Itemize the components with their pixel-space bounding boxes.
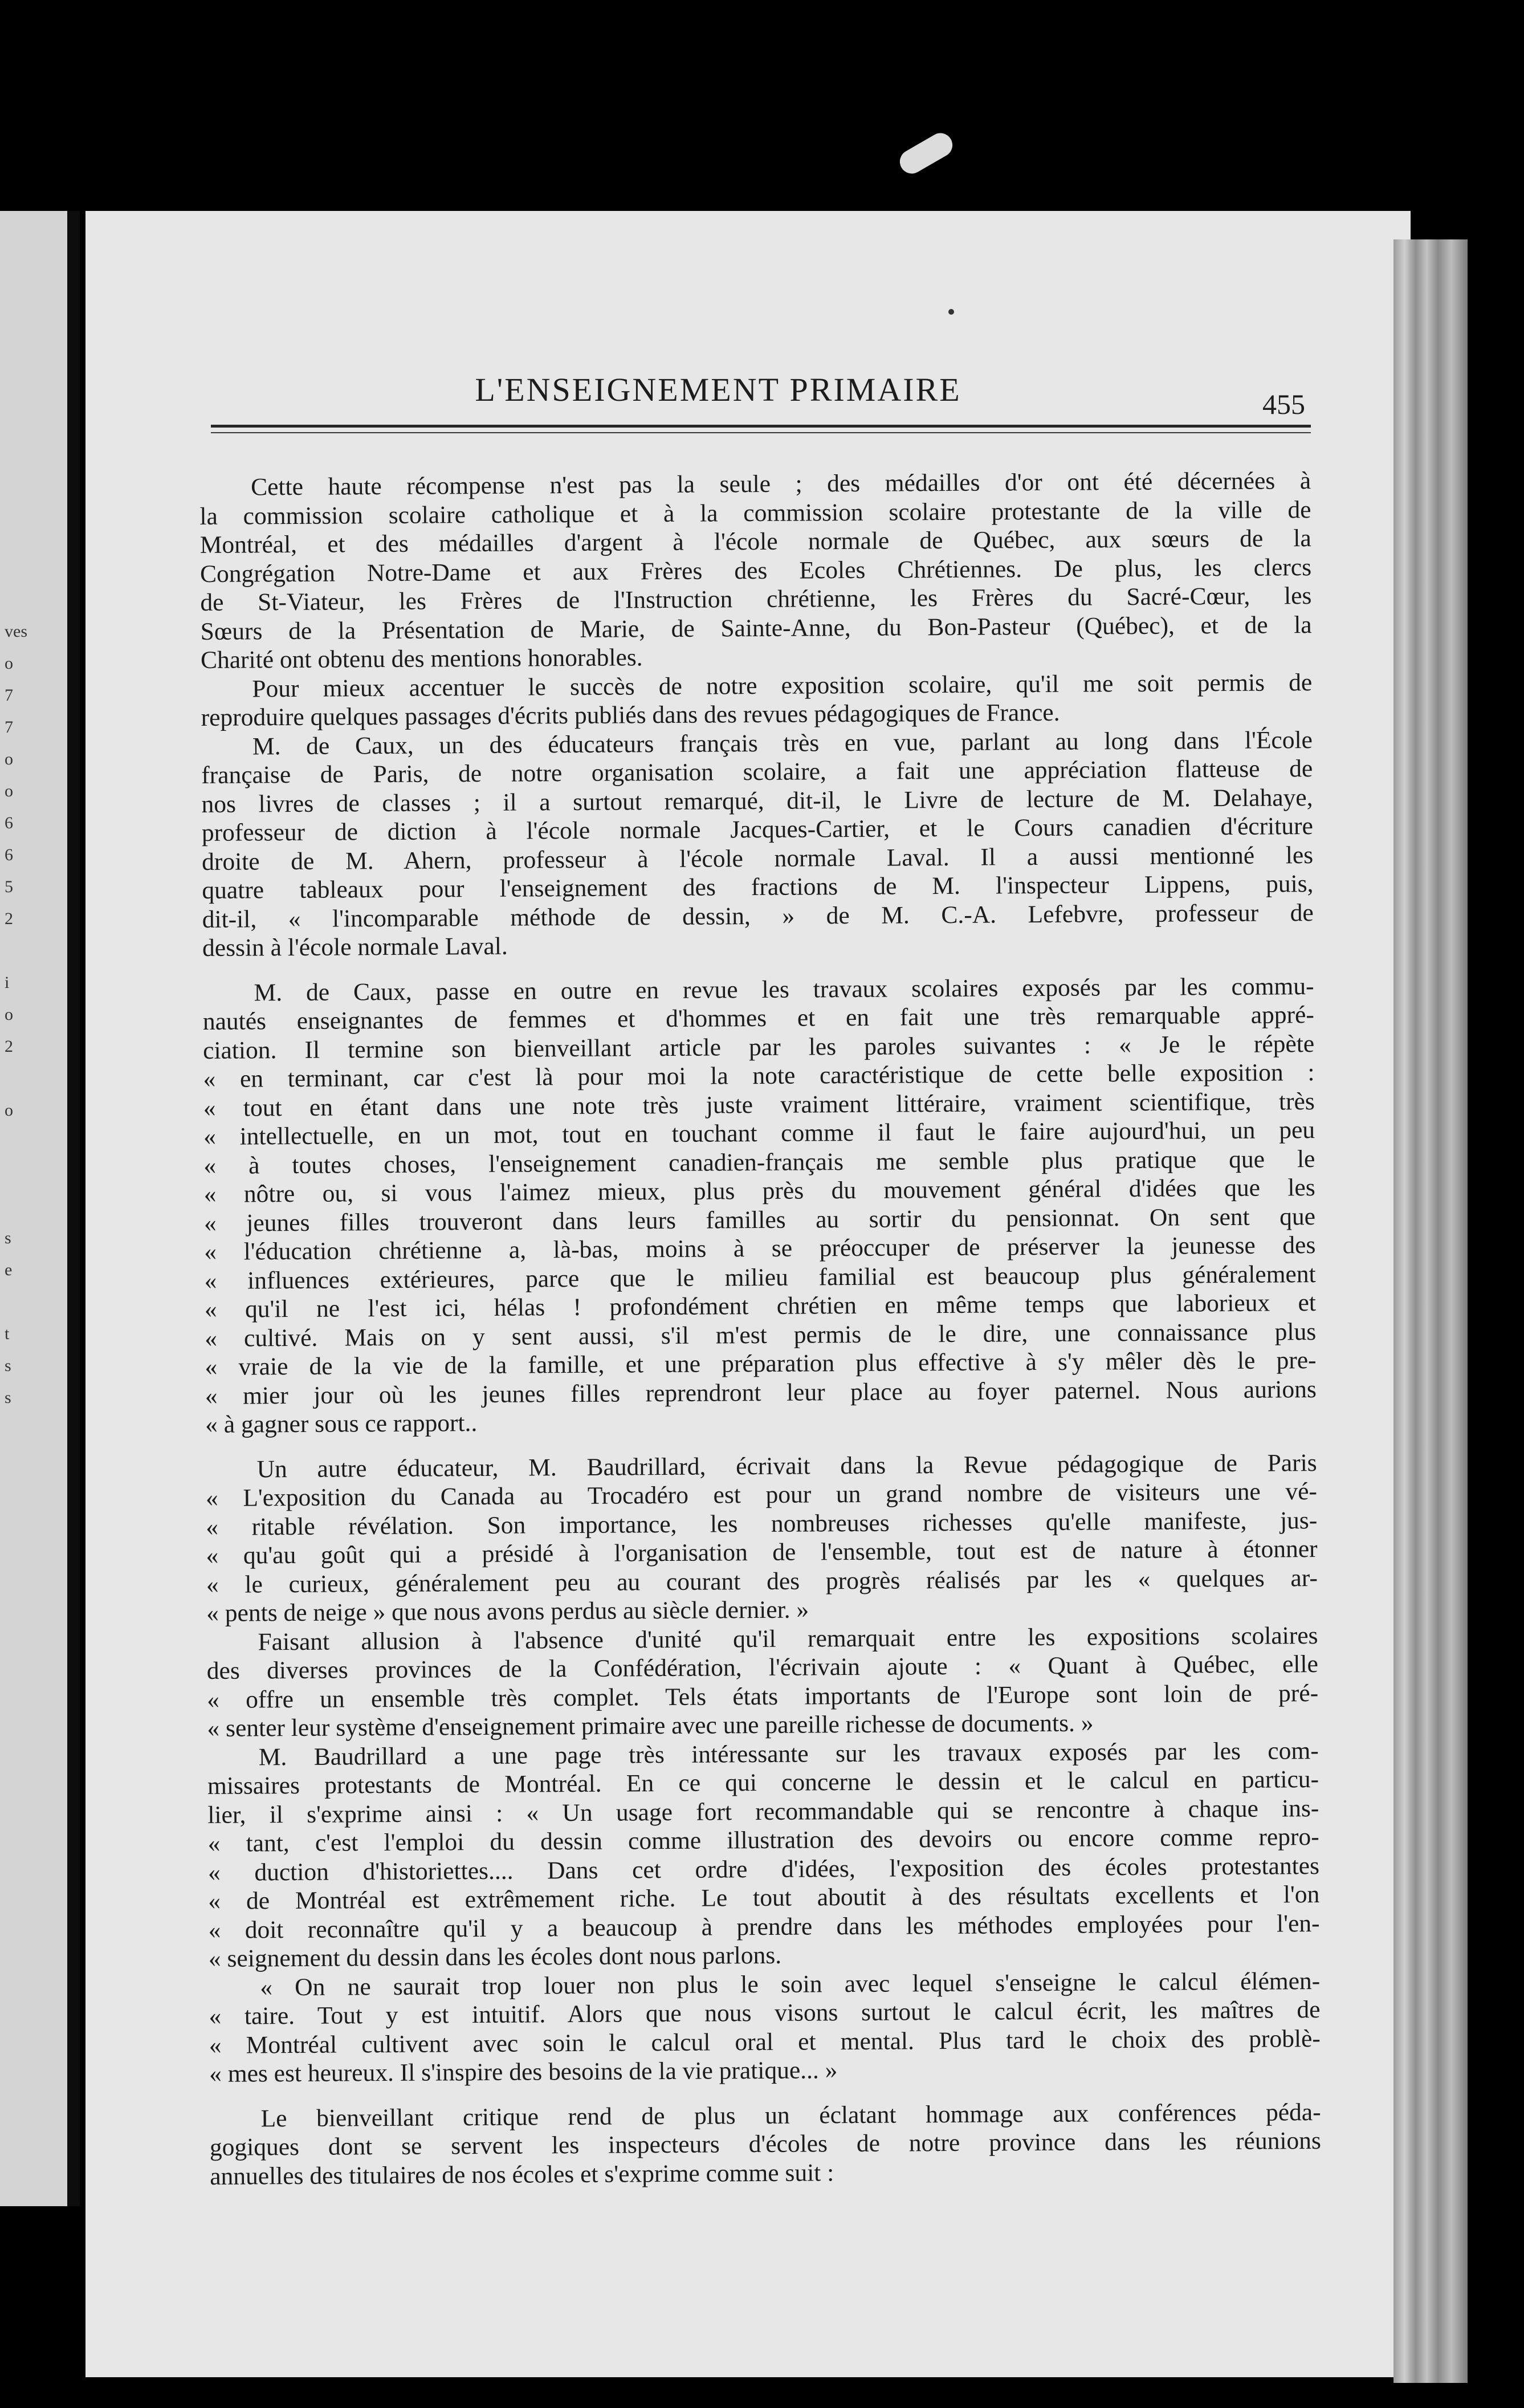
text-line: missaires protestants de Montréal. En ce qui concerne le dessin et le calcul en particu-	[207, 1766, 1319, 1800]
text-line: « nôtre ou, si vous l'aimez mieux, plus près du mouvement général d'idées que les	[203, 1174, 1315, 1208]
left-fragment: o	[5, 782, 13, 800]
paragraph	[202, 972, 1317, 1439]
left-fragment: 6	[5, 813, 13, 832]
text-line: « l'éducation chrétienne a, là-bas, moins à se préoccuper de préserver la jeunesse des	[204, 1231, 1316, 1266]
left-fragment: 2	[5, 1037, 13, 1056]
text-line: « tout en étant dans une note très juste vraiment littéraire, vraiment scientifique, très	[203, 1087, 1315, 1122]
paragraph	[209, 1967, 1321, 2089]
text-line: gogiques dont se servent les inspecteurs d'écoles de notre province dans les réunions	[209, 2127, 1322, 2161]
text-line: droite de M. Ahern, professeur à l'école normale Laval. Il a aussi mentionné les	[202, 841, 1314, 876]
text-line: la commission scolaire catholique et à la commission scolaire protestante de la ville de	[199, 495, 1311, 530]
text-line: Pour mieux accentuer le succès de notre exposition scolaire, qu'il me soit permis de	[252, 668, 1313, 702]
left-fragment: s	[5, 1356, 11, 1375]
text-line: « ritable révélation. Son importance, les nombreuses richesses qu'elle manifeste, jus-	[206, 1506, 1318, 1541]
text-line: M. Baudrillard a une page très intéressante sur les travaux exposés par les com-	[258, 1736, 1319, 1771]
text-line: « jeunes filles trouveront dans leurs familles au sortir du pensionnat. On sent que	[203, 1202, 1316, 1237]
text-line: « vraie de la vie de la famille, et une préparation plus effective à s'y mêler dès le pre-	[205, 1347, 1317, 1381]
text-line: « tant, c'est l'emploi du dessin comme illustration des devoirs ou encore comme repro-	[207, 1823, 1319, 1857]
text-line: « à toutes choses, l'enseignement canadien-français me semble plus pratique que le	[203, 1145, 1315, 1179]
left-fragment: 7	[5, 718, 13, 737]
text-line: Le bienveillant critique rend de plus un éclatant hommage aux conférences péda-	[260, 2098, 1321, 2132]
left-fragment	[5, 1190, 62, 1222]
text-line: Faisant allusion à l'absence d'unité qu'il remarquait entre les expositions scolaires	[258, 1621, 1318, 1656]
text-line: « duction d'historiettes.... Dans cet ordre d'idées, l'exposition des écoles protestantes	[207, 1852, 1320, 1886]
header-rule-thick	[211, 425, 1311, 428]
text-line: « de Montréal est extrêmement riche. Le tout aboutit à des résultats excellents et l'on	[208, 1881, 1320, 1915]
text-line: nautés enseignantes de femmes et d'hommes et en fait une très remarquable appré-	[202, 1001, 1314, 1035]
text-line: « Montréal cultivent avec soin le calcul oral et mental. Plus tard le choix des problè-	[209, 2024, 1321, 2059]
text-line: Charité ont obtenu des mentions honorables.	[200, 644, 643, 674]
text-line: lier, il s'exprime ainsi : « Un usage fort recommandable qui se rencontre à chaque ins-	[207, 1794, 1319, 1829]
text-line: « L'exposition du Canada au Trocadéro est pour un grand nombre de visiteurs une vé-	[205, 1478, 1318, 1512]
body-text	[199, 466, 1321, 2191]
left-fragment: s	[5, 1388, 11, 1407]
text-line: dit-il, « l'incomparable méthode de dessin, » de M. C.-A. Lefebvre, professeur de	[202, 898, 1314, 933]
text-line: « mes est heureux. Il s'inspire des besoins de la vie pratique... »	[209, 2056, 838, 2088]
text-line: Cette haute récompense n'est pas la seule ; des médailles d'or ont été décernées à	[251, 467, 1311, 501]
text-line: « doit reconnaître qu'il y a beaucoup à prendre dans les méthodes employées pour l'en-	[208, 1909, 1320, 1944]
text-line: « seignement du dessin dans les écoles dont nous parlons.	[208, 1941, 782, 1972]
paragraph	[209, 2098, 1321, 2191]
text-line: « pents de neige » que nous avons perdus au siècle dernier. »	[206, 1596, 809, 1627]
left-fragment: 7	[5, 686, 13, 705]
header-rule-thin	[211, 432, 1311, 433]
paper-speck	[895, 129, 957, 178]
left-fragment: 2	[5, 909, 13, 928]
text-line: « en terminant, car c'est là pour moi la note caractéristique de cette belle exposition :	[203, 1059, 1315, 1093]
left-fragment: ves	[5, 622, 27, 641]
paragraph	[201, 668, 1313, 733]
text-line: Sœurs de la Présentation de Marie, de Sainte-Anne, du Bon-Pasteur (Québec), et de la	[200, 611, 1312, 645]
text-line: « qu'il ne l'est ici, hélas ! profondément chrétien en même temps que laborieux et	[204, 1289, 1317, 1323]
text-line: annuelles des titulaires de nos écoles et s'exprime comme suit :	[210, 2158, 834, 2190]
text-line: « influences extérieures, parce que le milieu familial est beaucoup plus généralement	[204, 1260, 1316, 1295]
left-fragment	[5, 1286, 62, 1318]
text-line: « offre un ensemble très complet. Tels états importants de l'Europe sont loin de pré-	[206, 1679, 1319, 1714]
left-fragment: e	[5, 1260, 13, 1279]
left-page-text-fragments	[5, 616, 62, 1414]
text-line: de St-Viateur, les Frères de l'Instruction chrétienne, les Frères du Sacré-Cœur, les	[200, 582, 1312, 616]
text-line: « qu'au goût qui a présidé à l'organisation de l'ensemble, tout est de nature à étonner	[206, 1535, 1318, 1569]
text-line: professeur de diction à l'école normale Jacques-Cartier, et le Cours canadien d'écriture	[201, 812, 1313, 847]
left-fragment	[5, 1158, 62, 1190]
text-line: « senter leur système d'enseignement primaire avec une pareille richesse de documents. »	[207, 1709, 1094, 1742]
text-line: « taire. Tout y est intuitif. Alors que nous visons surtout le calcul écrit, les maîtres de	[209, 1996, 1321, 2030]
paragraph	[199, 466, 1312, 674]
left-fragment: 5	[5, 877, 13, 896]
text-line: ciation. Il termine son bienveillant article par les paroles suivantes : « Je le répète	[203, 1030, 1315, 1064]
left-page-gutter	[67, 211, 80, 2206]
page-number: 455	[1262, 388, 1305, 420]
text-line: dessin à l'école normale Laval.	[202, 932, 508, 962]
text-line: reproduire quelques passages d'écrits publiés dans des revues pédagogiques de France.	[201, 698, 1060, 731]
text-line: française de Paris, de notre organisation scolaire, a fait une appréciation flatteuse de	[201, 755, 1313, 789]
text-line: « mier jour où les jeunes filles reprendront leur place au foyer paternel. Nous aurions	[205, 1375, 1317, 1410]
left-fragment: s	[5, 1229, 11, 1247]
text-line: Congrégation Notre-Dame et aux Frères des Ecoles Chrétiennes. De plus, les clercs	[199, 553, 1312, 588]
left-fragment	[5, 1126, 62, 1158]
left-fragment: o	[5, 750, 13, 768]
text-line: quatre tableaux pour l'enseignement des fractions de M. l'inspecteur Lippens, puis,	[202, 870, 1314, 904]
left-fragment: o	[5, 1005, 13, 1024]
text-line: des diverses provinces de la Confédération, l'écrivain ajoute : « Quant à Québec, elle	[206, 1650, 1318, 1685]
left-fragment: o	[5, 1101, 13, 1120]
text-line: « à gagner sous ce rapport..	[205, 1409, 478, 1438]
left-fragment: t	[5, 1324, 10, 1343]
text-line: M. de Caux, passe en outre en revue les travaux scolaires exposés par les commu-	[254, 972, 1314, 1006]
left-fragment: i	[5, 973, 10, 992]
ink-dot	[948, 309, 954, 315]
left-fragment: 6	[5, 845, 13, 864]
paragraph	[207, 1736, 1320, 1974]
text-line: Montréal, et des médailles d'argent à l'école normale de Québec, aux sœurs de la	[199, 524, 1311, 559]
left-fragment	[5, 1063, 62, 1095]
paragraph	[206, 1621, 1318, 1743]
text-line: M. de Caux, un des éducateurs français très en vue, parlant au long dans l'École	[252, 726, 1313, 760]
text-line: Un autre éducateur, M. Baudrillard, écrivait dans la Revue pédagogique de Paris	[256, 1449, 1317, 1483]
paragraph	[201, 726, 1314, 963]
running-title: L'ENSEIGNEMENT PRIMAIRE	[475, 371, 961, 408]
left-fragment: o	[5, 654, 13, 673]
text-line: « intellectuelle, en un mot, tout en touchant comme il faut le faire aujourd'hui, un peu	[203, 1116, 1315, 1150]
paragraph	[206, 1449, 1318, 1628]
page-edge-stack	[1393, 239, 1468, 2383]
text-line: « On ne saurait trop louer non plus le soin avec lequel s'enseigne le calcul élémen-	[260, 1967, 1321, 2001]
text-line: « cultivé. Mais on y sent aussi, s'il m'est permis de le dire, une connaissance plus	[205, 1317, 1317, 1352]
text-line: nos livres de classes ; il a surtout remarqué, dit-il, le Livre de lecture de M. Delahaye,	[201, 783, 1313, 818]
left-fragment	[5, 935, 62, 967]
text-line: « le curieux, généralement peu au courant des progrès réalisés par les « quelques ar-	[206, 1564, 1318, 1598]
